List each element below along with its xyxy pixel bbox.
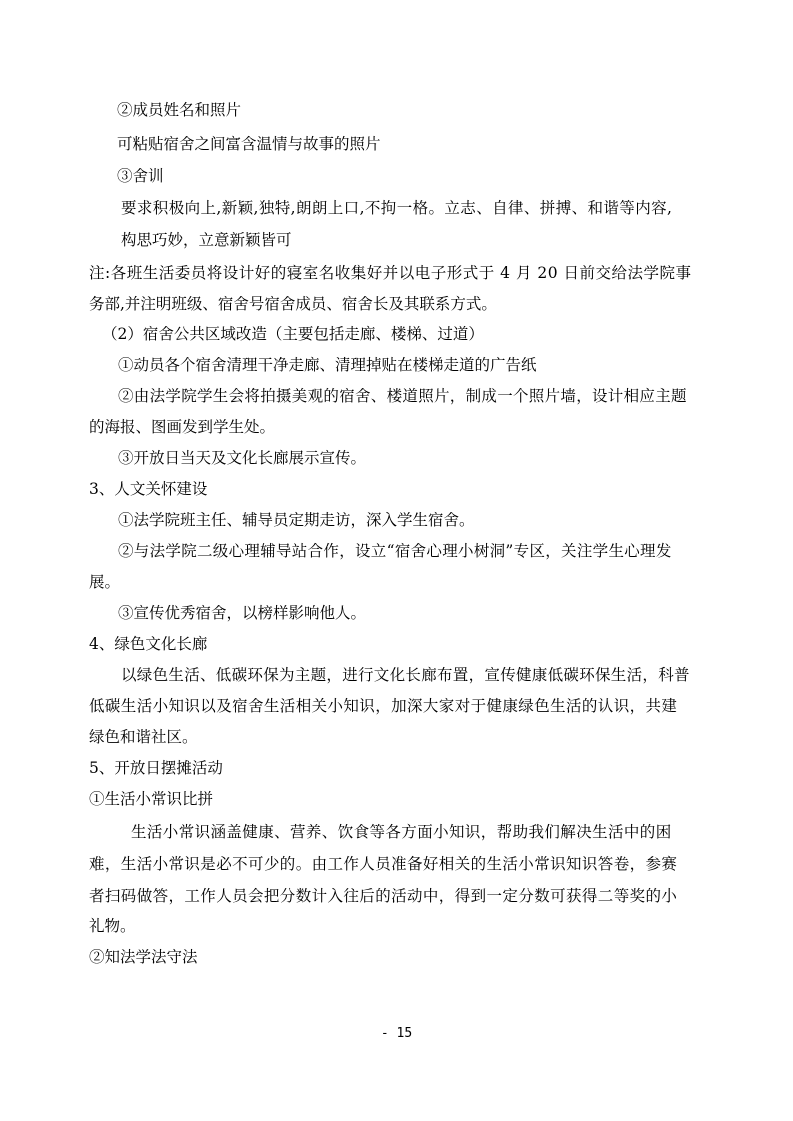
text-line: ③舍训: [117, 167, 164, 185]
text-line: 绿色和谐社区。: [89, 728, 198, 746]
text-line: 要求积极向上,新颖,独特,朗朗上口,不拘一格。立志、自律、拼搏、和谐等内容,: [121, 199, 673, 217]
text-line: 务部,并注明班级、宿舍号宿舍成员、宿舍长及其联系方式。: [89, 295, 497, 313]
text-line: ②成员姓名和照片: [117, 101, 242, 119]
text-line: ③宣传优秀宿舍，以榜样影响他人。: [118, 604, 367, 622]
text-line: ②与法学院二级心理辅导站合作，设立“宿舍心理小树洞”专区，关注学生心理发: [118, 542, 672, 560]
text-line: ①生活小常识比拼: [89, 790, 214, 808]
text-line: 构思巧妙，立意新颖皆可: [121, 231, 292, 249]
text-line: ③开放日当天及文化长廊展示宣传。: [118, 449, 367, 467]
section-heading: 3、人文关怀建设: [89, 480, 208, 498]
text-line: 的海报、图画发到学生处。: [89, 418, 276, 436]
text-line: 者扫码做答，工作人员会把分数计入往后的活动中，得到一定分数可获得二等奖的小: [89, 887, 678, 905]
text-line: 生活小常识涵盖健康、营养、饮食等各方面小知识，帮助我们解决生活中的困: [131, 823, 672, 841]
text-line: 展。: [89, 573, 121, 591]
text-line: ①法学院班主任、辅导员定期走访，深入学生宿舍。: [118, 511, 475, 529]
text-line: 可粘贴宿舍之间富含温情与故事的照片: [117, 135, 381, 153]
text-line: 难，生活小常识是必不可少的。由工作人员准备好相关的生活小常识知识答卷，参赛: [89, 855, 678, 873]
text-line: 以绿色生活、低碳环保为主题，进行文化长廊布置，宣传健康低碳环保生活，科普: [121, 666, 690, 684]
section-heading: 4、绿色文化长廊: [89, 635, 208, 653]
text-line: ②知法学法守法: [89, 948, 198, 966]
text-line: ②由法学院学生会将拍摄美观的宿舍、楼道照片，制成一个照片墙，设计相应主题: [118, 387, 687, 405]
section-heading: 5、开放日摆摊活动: [89, 759, 223, 777]
text-line: 低碳生活小知识以及宿舍生活相关小知识，加深大家对于健康绿色生活的认识，共建: [89, 697, 678, 715]
text-line: ①动员各个宿舍清理干净走廊、清理掉贴在楼梯走道的广告纸: [118, 356, 537, 374]
text-line: 注:各班生活委员将设计好的寝室名收集好并以电子形式于 4 月 20 日前交给法学院事: [89, 264, 692, 282]
text-line: （2）宿舍公共区域改造（主要包括走廊、楼梯、过道）: [102, 325, 484, 343]
text-line: 礼物。: [89, 917, 136, 935]
page-number: - 15: [380, 1026, 413, 1041]
